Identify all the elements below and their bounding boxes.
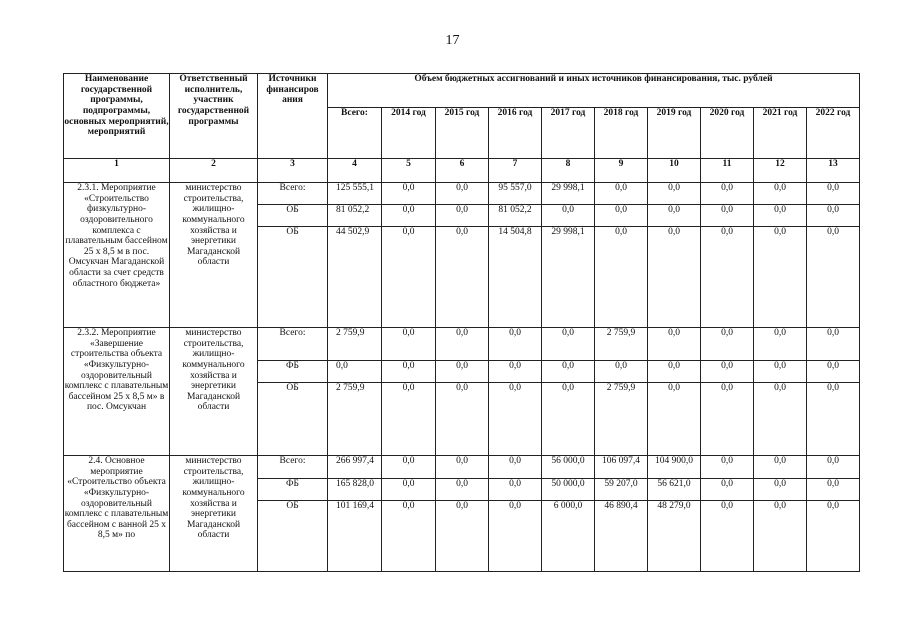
year-value: 0,0 <box>754 183 807 205</box>
total-value: 2 759,9 <box>328 328 382 361</box>
year-value: 0,0 <box>489 361 542 383</box>
year-value: 0,0 <box>754 479 807 501</box>
year-value: 0,0 <box>701 383 754 456</box>
total-value: 44 502,9 <box>328 227 382 328</box>
year-value: 0,0 <box>489 479 542 501</box>
year-value: 0,0 <box>595 183 648 205</box>
year-value: 56 000,0 <box>542 456 595 479</box>
activity-name: 2.3.1. Мероприятие «Строительство физкультурно-оздоровительного комплекса с плавательным бассейном 25 х 8,5 м в пос. Омсукчан Магаданской области за счет средств областного бюджета» <box>64 183 170 328</box>
funding-source: Всего: <box>258 456 328 479</box>
total-value: 165 828,0 <box>328 479 382 501</box>
year-value: 0,0 <box>489 328 542 361</box>
year-value: 0,0 <box>701 501 754 572</box>
column-number: 11 <box>701 159 754 183</box>
year-value: 0,0 <box>489 501 542 572</box>
total-value: 266 997,4 <box>328 456 382 479</box>
funding-source: ОБ <box>258 205 328 227</box>
year-value: 0,0 <box>807 479 860 501</box>
header-year: 2016 год <box>489 108 542 159</box>
column-number: 5 <box>382 159 436 183</box>
year-value: 0,0 <box>542 361 595 383</box>
year-value: 0,0 <box>807 328 860 361</box>
year-value: 0,0 <box>382 227 436 328</box>
year-value: 81 052,2 <box>489 205 542 227</box>
year-value: 0,0 <box>754 361 807 383</box>
header-year: 2019 год <box>648 108 701 159</box>
funding-source: Всего: <box>258 183 328 205</box>
total-value: 101 169,4 <box>328 501 382 572</box>
year-value: 0,0 <box>595 227 648 328</box>
budget-table <box>63 73 860 572</box>
table-row <box>64 456 860 479</box>
year-value: 0,0 <box>489 456 542 479</box>
funding-source: ФБ <box>258 361 328 383</box>
year-value: 0,0 <box>595 205 648 227</box>
year-value: 14 504,8 <box>489 227 542 328</box>
year-value: 0,0 <box>754 383 807 456</box>
year-value: 0,0 <box>807 456 860 479</box>
total-value: 125 555,1 <box>328 183 382 205</box>
year-value: 0,0 <box>701 205 754 227</box>
funding-source: ОБ <box>258 227 328 328</box>
year-value: 0,0 <box>595 361 648 383</box>
year-value: 0,0 <box>436 361 489 383</box>
column-number: 7 <box>489 159 542 183</box>
header-volume: Объем бюджетных ассигнований и иных источников финансирования, тыс. рублей <box>328 74 860 108</box>
year-value: 0,0 <box>754 456 807 479</box>
year-value: 0,0 <box>807 227 860 328</box>
header-year: 2014 год <box>382 108 436 159</box>
year-value: 0,0 <box>382 383 436 456</box>
column-number: 8 <box>542 159 595 183</box>
year-value: 48 279,0 <box>648 501 701 572</box>
column-number: 3 <box>258 159 328 183</box>
total-value: 2 759,9 <box>328 383 382 456</box>
year-value: 29 998,1 <box>542 227 595 328</box>
year-value: 104 900,0 <box>648 456 701 479</box>
year-value: 0,0 <box>701 361 754 383</box>
year-value: 46 890,4 <box>595 501 648 572</box>
column-number: 4 <box>328 159 382 183</box>
year-value: 0,0 <box>382 205 436 227</box>
year-value: 0,0 <box>807 183 860 205</box>
year-value: 0,0 <box>701 328 754 361</box>
year-value: 0,0 <box>807 361 860 383</box>
year-value: 0,0 <box>701 479 754 501</box>
column-number: 12 <box>754 159 807 183</box>
year-value: 0,0 <box>648 328 701 361</box>
header-year: 2022 год <box>807 108 860 159</box>
year-value: 0,0 <box>382 456 436 479</box>
column-number: 1 <box>64 159 170 183</box>
year-value: 0,0 <box>436 328 489 361</box>
year-value: 0,0 <box>382 501 436 572</box>
year-value: 0,0 <box>754 501 807 572</box>
column-number: 2 <box>170 159 258 183</box>
year-value: 6 000,0 <box>542 501 595 572</box>
funding-source: ОБ <box>258 501 328 572</box>
year-value: 0,0 <box>807 205 860 227</box>
year-value: 0,0 <box>648 361 701 383</box>
table-row <box>64 328 860 361</box>
header-total: Всего: <box>328 108 382 159</box>
year-value: 0,0 <box>436 205 489 227</box>
header-year: 2021 год <box>754 108 807 159</box>
year-value: 0,0 <box>754 205 807 227</box>
year-value: 0,0 <box>701 227 754 328</box>
year-value: 0,0 <box>807 383 860 456</box>
year-value: 0,0 <box>648 205 701 227</box>
year-value: 0,0 <box>542 205 595 227</box>
year-value: 2 759,9 <box>595 383 648 456</box>
executor: министерство строительства, жилищно-коммунального хозяйства и энергетики Магаданской области <box>170 183 258 328</box>
column-number: 6 <box>436 159 489 183</box>
budget-table-body <box>64 183 860 572</box>
year-value: 0,0 <box>436 456 489 479</box>
year-value: 0,0 <box>754 227 807 328</box>
header-year: 2015 год <box>436 108 489 159</box>
total-value: 81 052,2 <box>328 205 382 227</box>
year-value: 0,0 <box>648 227 701 328</box>
header-year: 2017 год <box>542 108 595 159</box>
year-value: 0,0 <box>436 383 489 456</box>
funding-source: ОБ <box>258 383 328 456</box>
table-row <box>64 183 860 205</box>
activity-name: 2.3.2. Мероприятие «Завершение строительства объекта «Физкультурно-оздоровительный комплекс с плавательным бассейном 25 х 8,5 м» в пос. Омсукчан <box>64 328 170 456</box>
activity-name: 2.4. Основное мероприятие «Строительство объекта «Физкультурно-оздоровительный комплекс с плавательным бассейном с ванной 25 х 8,5 м» по <box>64 456 170 572</box>
year-value: 0,0 <box>807 501 860 572</box>
page-number: 17 <box>445 33 460 48</box>
year-value: 0,0 <box>648 183 701 205</box>
year-value: 0,0 <box>382 361 436 383</box>
year-value: 29 998,1 <box>542 183 595 205</box>
year-value: 56 621,0 <box>648 479 701 501</box>
year-value: 0,0 <box>542 328 595 361</box>
executor: министерство строительства, жилищно-коммунального хозяйства и энергетики Магаданской области <box>170 456 258 572</box>
year-value: 0,0 <box>436 227 489 328</box>
header-sources: Источники финансиров ания <box>258 74 328 159</box>
funding-source: ФБ <box>258 479 328 501</box>
year-value: 0,0 <box>382 479 436 501</box>
year-value: 0,0 <box>436 501 489 572</box>
header-name: Наименование государственной программы, подпрограммы, основных мероприятий, мероприятий <box>64 74 170 159</box>
year-value: 0,0 <box>542 383 595 456</box>
header-executor: Ответственный исполнитель, участник государственной программы <box>170 74 258 159</box>
year-value: 50 000,0 <box>542 479 595 501</box>
total-value: 0,0 <box>328 361 382 383</box>
year-value: 0,0 <box>489 383 542 456</box>
executor: министерство строительства, жилищно-коммунального хозяйства и энергетики Магаданской области <box>170 328 258 456</box>
year-value: 0,0 <box>436 479 489 501</box>
year-value: 106 097,4 <box>595 456 648 479</box>
column-number: 13 <box>807 159 860 183</box>
column-number: 10 <box>648 159 701 183</box>
year-value: 0,0 <box>648 383 701 456</box>
header-year: 2020 год <box>701 108 754 159</box>
year-value: 2 759,9 <box>595 328 648 361</box>
funding-source: Всего: <box>258 328 328 361</box>
year-value: 0,0 <box>382 328 436 361</box>
year-value: 95 557,0 <box>489 183 542 205</box>
column-number: 9 <box>595 159 648 183</box>
year-value: 0,0 <box>701 183 754 205</box>
year-value: 59 207,0 <box>595 479 648 501</box>
header-year: 2018 год <box>595 108 648 159</box>
year-value: 0,0 <box>701 456 754 479</box>
header-numbers-row <box>64 159 860 183</box>
year-value: 0,0 <box>436 183 489 205</box>
year-value: 0,0 <box>382 183 436 205</box>
year-value: 0,0 <box>754 328 807 361</box>
